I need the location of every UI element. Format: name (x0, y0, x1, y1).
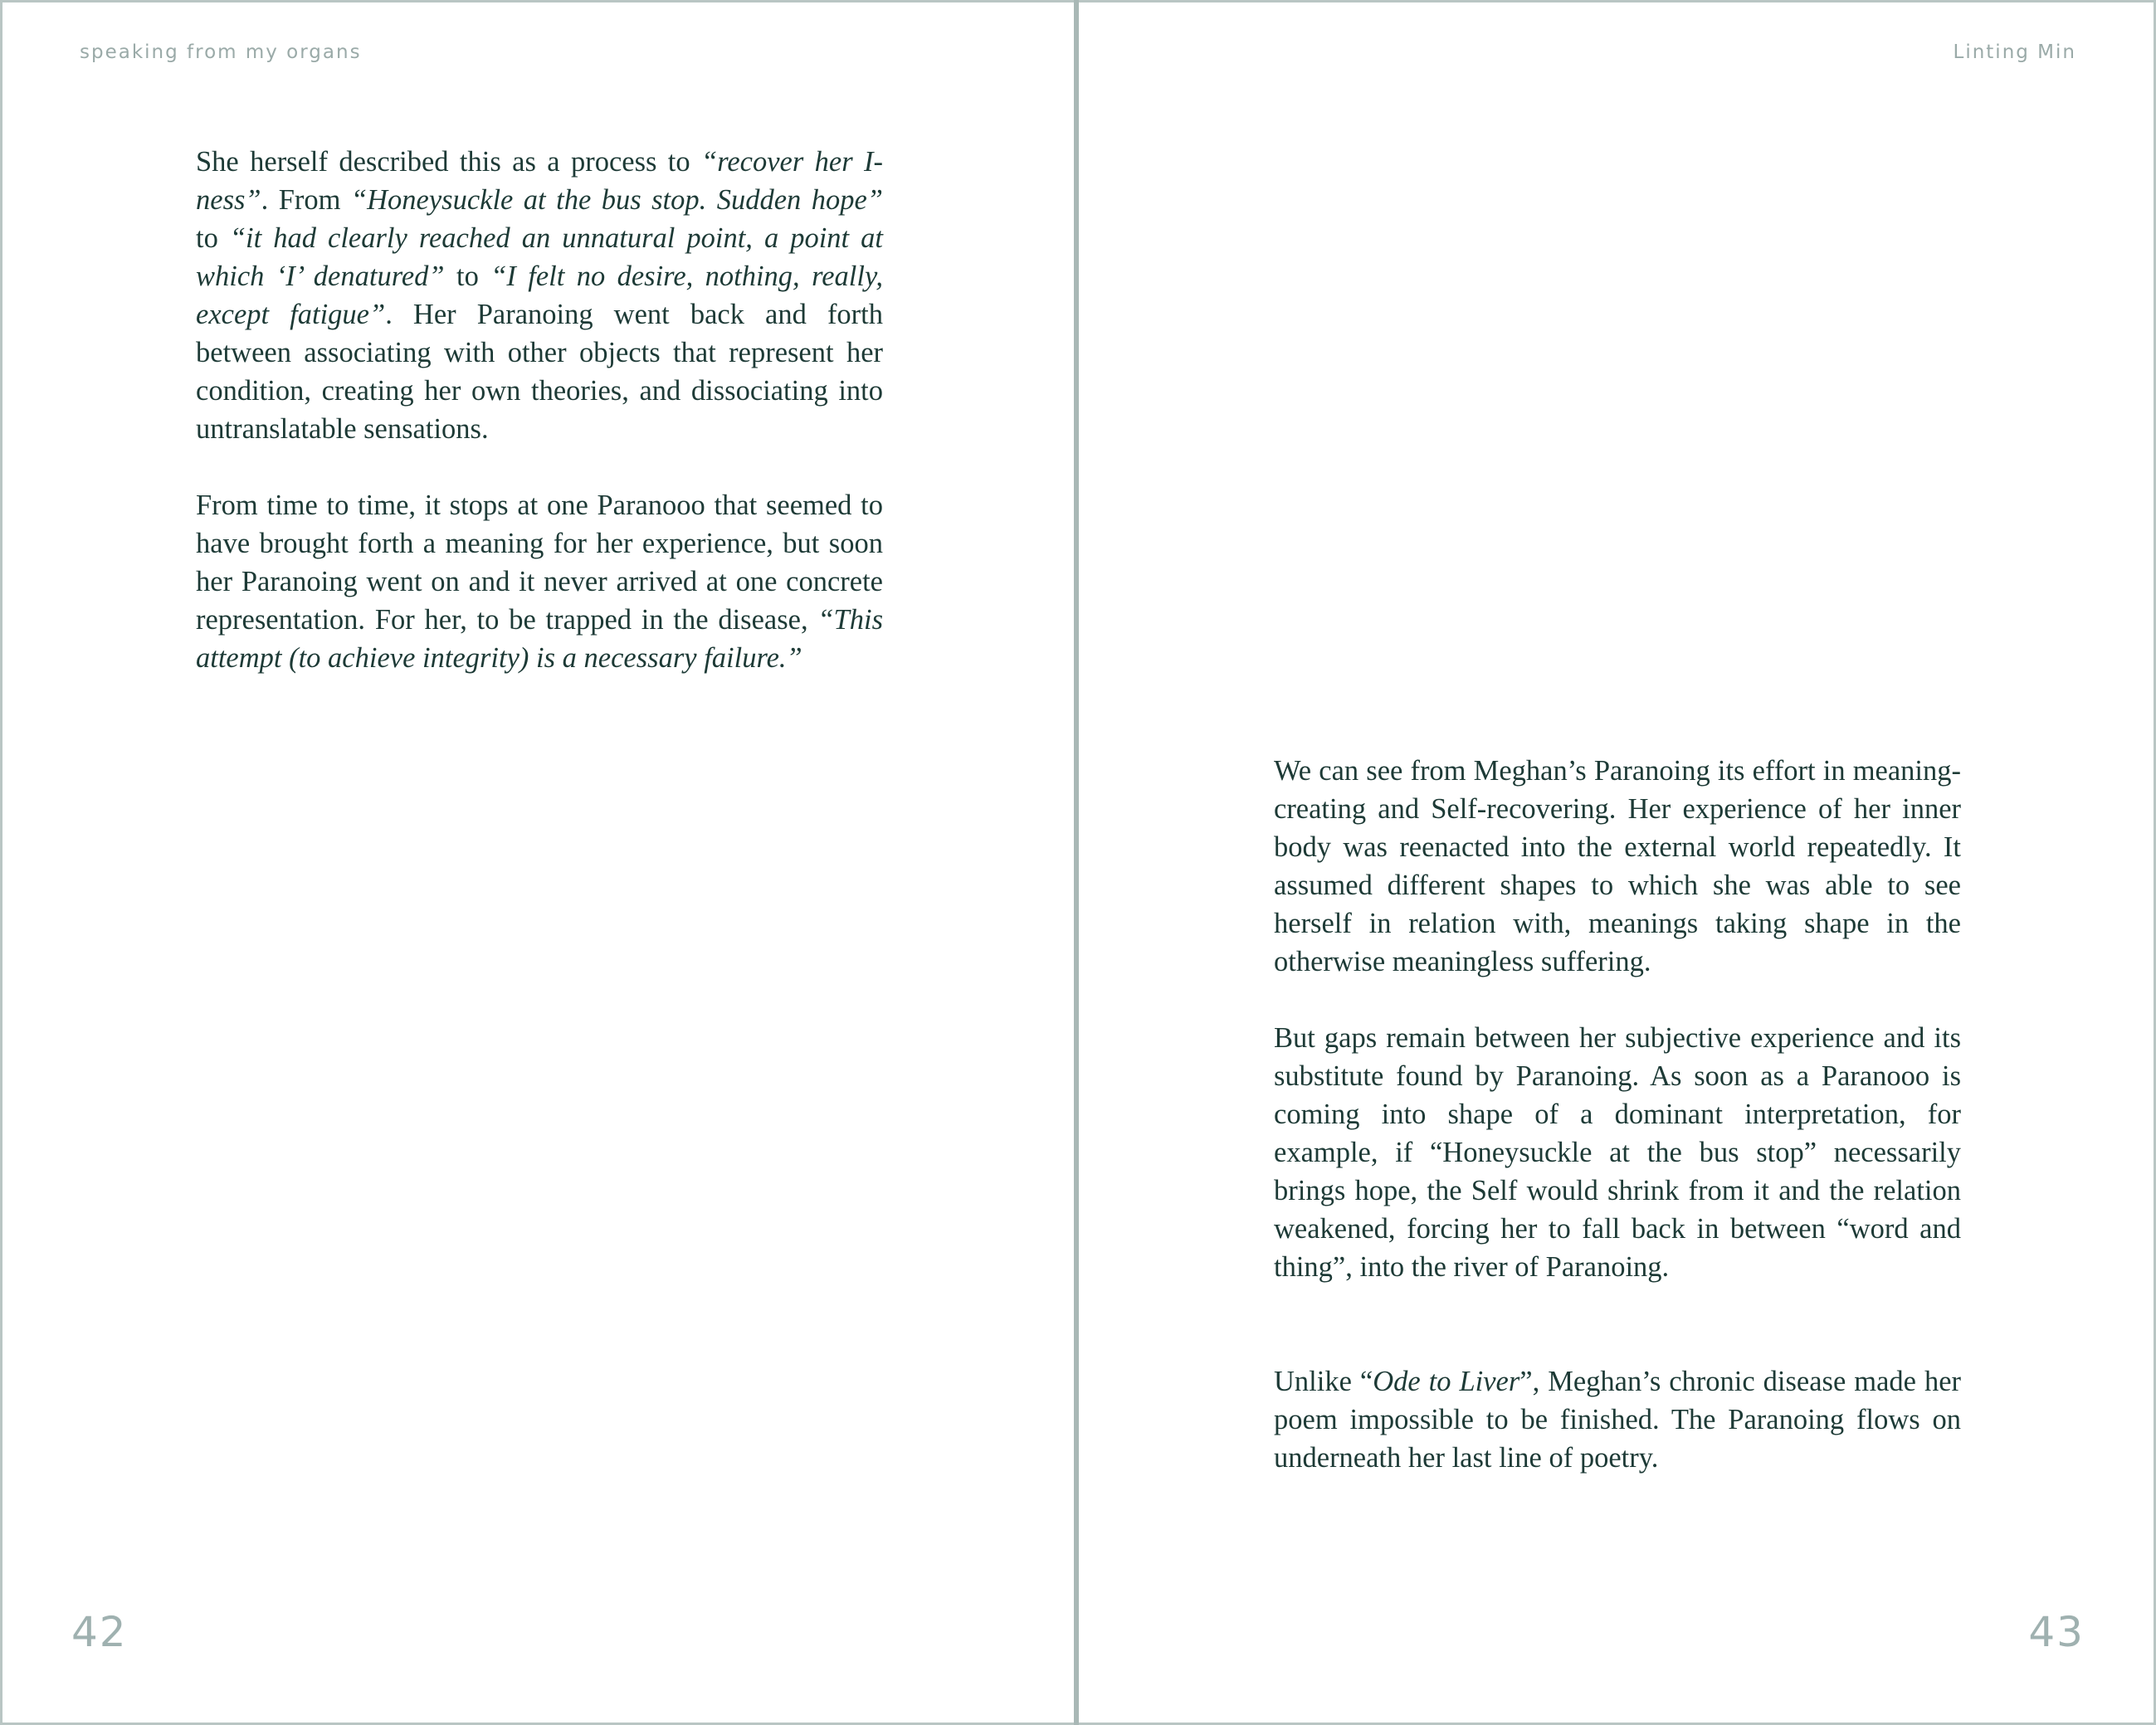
text-run: From time to time, it stops at one Paranooo that seemed to have brought forth a meaning for her experience, but soon her Paranoing went on and it never arrived at one concrete representation. For her, to be trapped in the disease, (196, 490, 883, 636)
left-paragraph-1 (196, 143, 883, 448)
italic-quote-run: “I felt no desire, nothing, really, except fatigue” (196, 261, 883, 330)
text-run: Unlike “ (1274, 1366, 1373, 1397)
right-paragraph-3 (1274, 1362, 1961, 1477)
running-head-left: speaking from my organs (80, 41, 362, 63)
right-body-text (1274, 752, 1961, 1477)
text-run: . Her Paranoing went back and forth between associating with other objects that represent her condition, creating her own theories, and dissociating into untranslatable sensations. (196, 299, 884, 445)
right-paragraph-1 (1274, 752, 1961, 981)
italic-quote-run: “Honeysuckle at the bus stop. Sudden hope” (350, 184, 883, 216)
book-spine (1074, 0, 1079, 1725)
italic-quote-run: “recover her I-ness” (196, 146, 883, 216)
italic-quote-run: “it had clearly reached an unnatural point, a point at which ‘I’ denatured” (196, 222, 884, 292)
text-run: ”, Meghan’s chronic disease made her poem impossible to be finished. The Paranoing flows on underneath her last line of poetry. (1274, 1366, 1961, 1474)
italic-quote-run: “This attempt (to achieve integrity) is a necessary failure.” (196, 604, 883, 674)
italic-quote-run: Ode to Liver (1373, 1366, 1520, 1397)
text-run: to (196, 222, 230, 254)
left-paragraph-2 (196, 486, 883, 677)
text-run: . From (261, 184, 351, 216)
text-run: But gaps remain between her subjective experience and its substitute found by Paranoing. As soon as a Paranooo is coming into shape of a dominant interpretation, for example, if “Honeysuckle at the bus stop” necessarily brings hope, the Self would shrink from it and the relation weakened, forcing her to fall back in between “word and thing”, into the river of Paranoing. (1274, 1022, 1961, 1283)
right-paragraph-2 (1274, 1019, 1961, 1286)
text-run: to (444, 261, 491, 292)
left-body-text (196, 143, 883, 677)
text-run: She herself described this as a process to (196, 146, 702, 178)
page-number-right: 43 (2028, 1608, 2085, 1656)
text-run: We can see from Meghan’s Paranoing its effort in meaning-creating and Self-recovering. Her experience of her inner body was reenacted into the external world repeatedly. It assumed different shapes to which she was able to see herself in relation with, meanings taking shape in the otherwise meaningless suffering. (1274, 755, 1961, 977)
running-head-right: Linting Min (1953, 41, 2076, 63)
page-number-left: 42 (71, 1608, 128, 1656)
